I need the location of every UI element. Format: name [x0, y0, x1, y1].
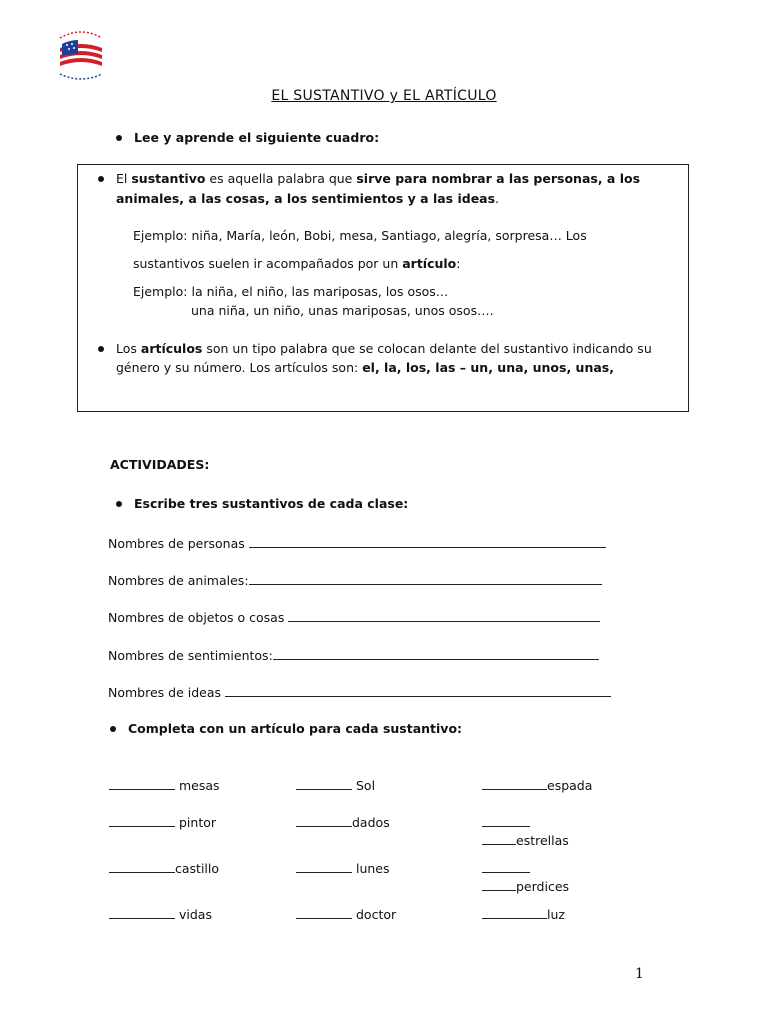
task-1 — [116, 496, 408, 511]
answer-line[interactable] — [482, 906, 547, 919]
noun-word: castillo — [175, 861, 220, 876]
bullet-icon — [98, 346, 104, 352]
def-mid: es aquella palabra que — [205, 171, 357, 186]
noun-word: lunes — [355, 861, 390, 876]
bullet-icon — [116, 501, 122, 507]
answer-line[interactable] — [296, 860, 352, 873]
articles-line-2 — [116, 360, 614, 375]
task-2 — [110, 721, 462, 736]
instruction-line — [116, 130, 379, 145]
answer-line[interactable] — [273, 647, 599, 660]
answer-line[interactable] — [482, 832, 516, 845]
articles-line-1 — [98, 341, 652, 356]
article-item — [296, 777, 375, 793]
article-item — [109, 814, 216, 830]
article-item-wrapped — [482, 814, 530, 830]
answer-line[interactable] — [109, 777, 175, 790]
def-term: sustantivo — [131, 171, 206, 186]
noun-word: mesas — [178, 778, 220, 793]
def-end: . — [495, 191, 500, 206]
activities-heading: ACTIVIDADES: — [110, 457, 210, 472]
fill-label: Nombres de ideas — [108, 685, 222, 700]
flag-emblem-icon — [57, 38, 105, 72]
articles-list: el, la, los, las – un, una, unos, unas, — [362, 360, 614, 375]
answer-line[interactable] — [482, 814, 530, 827]
def-bold-2: animales, a las cosas, a los sentimientos y a las ideas — [116, 191, 496, 206]
art-term: artículos — [140, 341, 203, 356]
example-2b: una niña, un niño, unas mariposas, unos osos…. — [191, 303, 494, 318]
answer-line[interactable] — [249, 572, 602, 585]
answer-line[interactable] — [482, 777, 547, 790]
accomp-term: artículo — [402, 256, 457, 271]
fill-row-feelings — [108, 647, 599, 663]
noun-word: luz — [547, 907, 565, 922]
answer-line[interactable] — [225, 684, 611, 697]
noun-word: espada — [547, 778, 593, 793]
answer-line[interactable] — [482, 860, 530, 873]
definition-line-1 — [98, 171, 640, 186]
school-logo — [50, 28, 112, 82]
fill-label: Nombres de objetos o cosas — [108, 610, 285, 625]
noun-word: dados — [352, 815, 390, 830]
def-bold-1: sirve para nombrar a las personas, a los — [356, 171, 641, 186]
article-item — [109, 777, 220, 793]
article-item-wrapped — [482, 860, 530, 876]
article-item-wrapped-2 — [482, 878, 569, 894]
fill-row-persons — [108, 535, 606, 551]
art-text-2: género y su número. Los artículos son: — [116, 360, 363, 375]
noun-word: doctor — [355, 907, 397, 922]
fill-label: Nombres de personas — [108, 536, 245, 551]
answer-line[interactable] — [249, 535, 606, 548]
art-intro: Los — [116, 341, 141, 356]
article-item — [296, 860, 390, 876]
example-1: Ejemplo: niña, María, león, Bobi, mesa, Santiago, alegría, sorpresa… Los — [133, 228, 587, 243]
answer-line[interactable] — [288, 609, 600, 622]
accompany-line — [133, 256, 461, 271]
instruction-text: Lee y aprende el siguiente cuadro: — [134, 130, 380, 145]
answer-line[interactable] — [296, 814, 352, 827]
answer-line[interactable] — [296, 906, 352, 919]
page-number: 1 — [635, 966, 644, 982]
answer-line[interactable] — [109, 860, 175, 873]
bullet-icon — [98, 176, 104, 182]
task-2-text: Completa con un artículo para cada sustantivo: — [128, 721, 463, 736]
article-item — [109, 860, 219, 876]
bullet-icon — [110, 726, 116, 732]
noun-word: perdices — [516, 879, 570, 894]
article-item-wrapped-2 — [482, 832, 569, 848]
answer-line[interactable] — [109, 814, 175, 827]
fill-row-objects — [108, 609, 600, 625]
bullet-icon — [116, 135, 122, 141]
art-text-1: son un tipo palabra que se colocan delante del sustantivo indicando su — [202, 341, 652, 356]
article-item — [109, 906, 212, 922]
fill-row-animals — [108, 572, 602, 588]
article-item — [296, 906, 396, 922]
fill-row-ideas — [108, 684, 611, 700]
task-1-text: Escribe tres sustantivos de cada clase: — [134, 496, 409, 511]
answer-line[interactable] — [296, 777, 352, 790]
page-title: EL SUSTANTIVO y EL ARTÍCULO — [271, 88, 497, 104]
noun-word: Sol — [355, 778, 376, 793]
definition-line-2 — [116, 191, 499, 206]
noun-word: vidas — [178, 907, 212, 922]
def-intro: El — [116, 171, 132, 186]
accomp-text: sustantivos suelen ir acompañados por un — [133, 256, 403, 271]
fill-label: Nombres de sentimientos: — [108, 648, 273, 663]
answer-line[interactable] — [109, 906, 175, 919]
fill-label: Nombres de animales: — [108, 573, 249, 588]
article-item — [482, 906, 565, 922]
accomp-end: : — [456, 256, 461, 271]
noun-word: estrellas — [516, 833, 569, 848]
example-2a: Ejemplo: la niña, el niño, las mariposas, los osos… — [133, 284, 449, 299]
noun-word: pintor — [178, 815, 217, 830]
article-item — [482, 777, 592, 793]
answer-line[interactable] — [482, 878, 516, 891]
article-item — [296, 814, 390, 830]
